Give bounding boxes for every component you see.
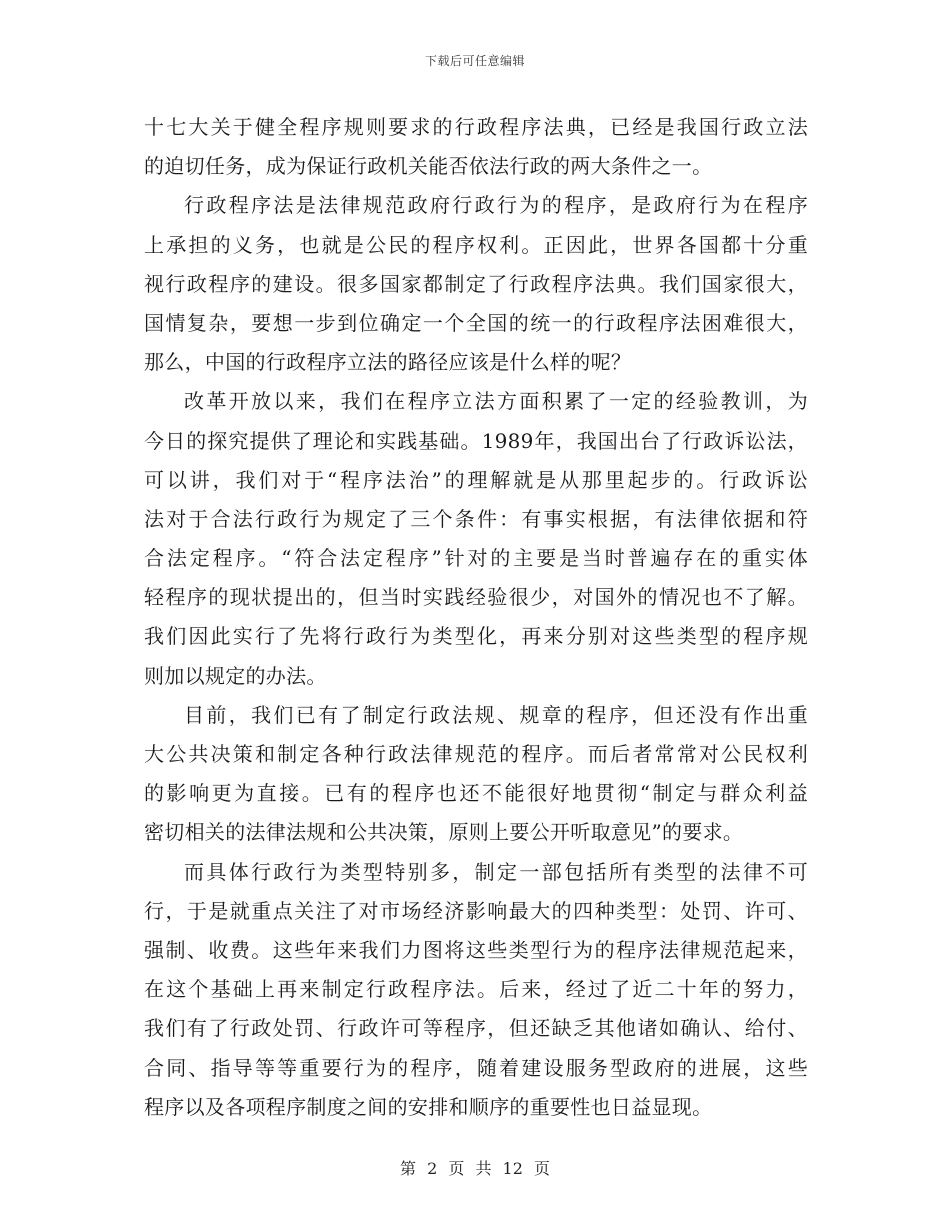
text-line: 轻程序的现状提出的，但当时实践经验很少，对国外的情况也不了解。 (144, 585, 808, 610)
text-line: 的迫切任务，成为保证行政机关能否依法行政的两大条件之一。 (144, 154, 713, 179)
text-line: 在这个基础上再来制定行政程序法。后来，经过了近二十年的努力， (144, 977, 808, 1002)
text-line: 今日的探究提供了理论和实践基础。1989年，我国出台了行政诉讼法， (144, 428, 808, 453)
paragraph (144, 108, 808, 186)
text-line: 可以讲，我们对于“程序法治”的理解就是从那里起步的。行政诉讼 (144, 467, 808, 492)
text-line: 目前，我们已有了制定行政法规、规章的程序，但还没有作出重 (184, 702, 808, 727)
page-header: 下载后可任意编辑 (424, 54, 525, 68)
page-number-footer: 第 2 页 共 12 页 (400, 1159, 550, 1178)
paragraph (144, 853, 808, 1127)
text-line: 大公共决策和制定各种行政法律规范的程序。而后者常常对公民权利 (144, 742, 808, 766)
paragraph (144, 696, 808, 853)
text-line: 上承担的义务，也就是公民的程序权利。正因此，世界各国都十分重 (144, 232, 808, 257)
text-line: 的影响更为直接。已有的程序也还不能很好地贯彻“制定与群众利益 (144, 781, 808, 806)
text-line: 十七大关于健全程序规则要求的行政程序法典，已经是我国行政立法 (144, 115, 808, 139)
text-line: 则加以规定的办法。 (144, 663, 327, 688)
text-line: 强制、收费。这些年来我们力图将这些类型行为的程序法律规范起来， (144, 937, 808, 962)
text-line: 国情复杂，要想一步到位确定一个全国的统一的行政程序法困难很大， (144, 310, 808, 335)
text-line: 合法定程序。“符合法定程序”针对的主要是当时普遍存在的重实体 (144, 546, 808, 571)
text-line: 合同、指导等等重要行为的程序，随着建设服务型政府的进展，这些 (144, 1055, 808, 1080)
text-line: 那么，中国的行政程序立法的路径应该是什么样的呢？ (144, 350, 632, 375)
text-line: 而具体行政行为类型特别多，制定一部包括所有类型的法律不可 (184, 859, 808, 884)
text-line: 密切相关的法律法规和公共决策，原则上要公开听取意见”的要求。 (144, 820, 744, 845)
paragraph (144, 186, 808, 382)
text-line: 行政程序法是法律规范政府行政行为的程序，是政府行为在程序 (184, 193, 808, 218)
text-line: 我们因此实行了先将行政行为类型化，再来分别对这些类型的程序规 (144, 624, 808, 649)
text-line: 视行政程序的建设。很多国家都制定了行政程序法典。我们国家很大， (144, 271, 808, 296)
text-line: 行，于是就重点关注了对市场经济影响最大的四种类型：处罚、许可、 (144, 898, 808, 923)
text-line: 程序以及各项程序制度之间的安排和顺序的重要性也日益显现。 (144, 1094, 713, 1119)
text-line: 我们有了行政处罚、行政许可等程序，但还缺乏其他诸如确认、给付、 (144, 1016, 808, 1041)
text-line: 法对于合法行政行为规定了三个条件：有事实根据，有法律依据和符 (144, 506, 808, 531)
text-line: 改革开放以来，我们在程序立法方面积累了一定的经验教训，为 (184, 389, 808, 414)
document-body (144, 108, 808, 1127)
paragraph (144, 382, 808, 696)
